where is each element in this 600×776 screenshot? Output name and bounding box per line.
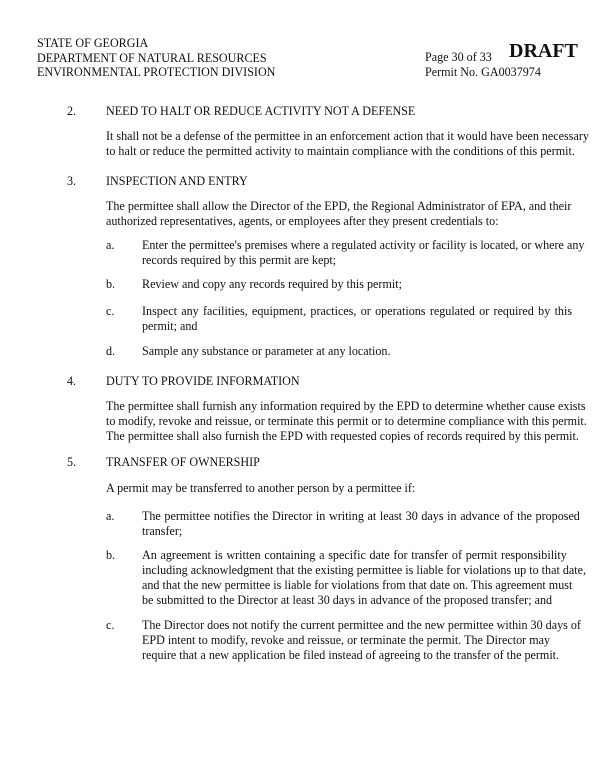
draft-watermark: DRAFT — [509, 40, 578, 62]
section-4-line-2: to modify, revoke and reissue, or terminate this permit or to determine compliance with this permit. — [106, 414, 587, 428]
section-5-item-b-line-2: including acknowledgment that the existing permittee is liable for violations up to that date, — [142, 563, 587, 577]
section-3-item-a-line-2: records required by this permit are kept; — [142, 253, 337, 267]
section-2-line-2: to halt or reduce the permitted activity to maintain compliance with the conditions of this permit. — [106, 144, 575, 158]
section-2-title: NEED TO HALT OR REDUCE ACTIVITY NOT A DEFENSE — [106, 104, 416, 118]
header-department: DEPARTMENT OF NATURAL RESOURCES — [37, 50, 267, 65]
section-5-item-c-line-1: The Director does not notify the current permittee and the new permittee within 30 days of — [142, 618, 581, 632]
section-5-item-a — [142, 509, 580, 539]
section-3-item-c-line-2: permit; and — [142, 319, 198, 333]
section-3-line-2: authorized representatives, agents, or employees after they present credentials to: — [106, 214, 499, 228]
section-5-intro: A permit may be transferred to another person by a permittee if: — [106, 481, 416, 495]
section-5-item-a-line-1: The permittee notifies the Director in writing at least 30 days in advance of the proposed — [142, 509, 580, 523]
section-3-number: 3. — [67, 174, 77, 188]
section-5-item-c-line-3: require that a new application be filed instead of agreeing to the transfer of the permit. — [142, 648, 560, 662]
section-3-item-a — [142, 238, 585, 268]
section-3-title: INSPECTION AND ENTRY — [106, 174, 248, 188]
section-5-item-c-line-2: EPD intent to modify, revoke and reissue, or terminate the permit. The Director may — [142, 633, 551, 647]
section-5-item-a-letter: a. — [106, 509, 115, 523]
section-3-item-b — [142, 277, 564, 292]
section-3-item-a-line-1: Enter the permittee's premises where a regulated activity or facility is located, or where any — [142, 238, 585, 252]
section-2-line-1: It shall not be a defense of the permittee in an enforcement action that it would have been necessary — [106, 129, 589, 143]
section-2-number: 2. — [67, 104, 77, 118]
section-5-item-b — [142, 548, 587, 608]
section-5-item-b-letter: b. — [106, 548, 116, 562]
section-5-number: 5. — [67, 455, 77, 469]
section-4-line-3: The permittee shall also furnish the EPD with requested copies of records required by this permit. — [106, 429, 579, 443]
section-3-item-b-letter: b. — [106, 277, 116, 291]
section-3-item-c — [142, 304, 573, 334]
section-3-item-d-letter: d. — [106, 344, 116, 358]
section-4-title: DUTY TO PROVIDE INFORMATION — [106, 374, 300, 388]
section-4-line-1: The permittee shall furnish any information required by the EPD to determine whether cause exists — [106, 399, 586, 413]
section-3-item-c-line-1: Inspect any facilities, equipment, practices, or operations regulated or required by this — [142, 304, 573, 318]
section-3-item-d — [142, 344, 564, 359]
page-number: Page 30 of 33 — [425, 50, 492, 64]
section-5-item-a-line-2: transfer; — [142, 524, 183, 538]
section-5-item-b-line-1: An agreement is written containing a specific date for transfer of permit responsibility — [142, 548, 567, 562]
section-5-title: TRANSFER OF OWNERSHIP — [106, 455, 260, 469]
section-5-item-c — [142, 618, 581, 663]
agency-header — [37, 36, 275, 80]
section-3-item-a-letter: a. — [106, 238, 115, 252]
header-state: STATE OF GEORGIA — [37, 36, 149, 50]
section-5-item-c-letter: c. — [106, 618, 115, 632]
section-3-paragraph — [106, 199, 572, 229]
section-3-item-b-line-1: Review and copy any records required by this permit; — [142, 277, 402, 291]
section-3-item-c-letter: c. — [106, 304, 115, 318]
section-4-number: 4. — [67, 374, 77, 388]
permit-number: Permit No. GA0037974 — [425, 64, 541, 79]
section-5-item-b-line-4: be submitted to the Director at least 30 days in advance of the proposed transfer; and — [142, 593, 553, 607]
section-2-paragraph — [106, 129, 589, 159]
section-3-line-1: The permittee shall allow the Director of the EPD, the Regional Administrator of EPA, and their — [106, 199, 572, 213]
section-4-paragraph — [106, 399, 587, 444]
section-3-item-d-line-1: Sample any substance or parameter at any location. — [142, 344, 391, 358]
section-5-item-b-line-3: and that the new permittee is liable for violations from that date on. This agreement must — [142, 578, 573, 592]
header-division: ENVIRONMENTAL PROTECTION DIVISION — [37, 65, 276, 79]
